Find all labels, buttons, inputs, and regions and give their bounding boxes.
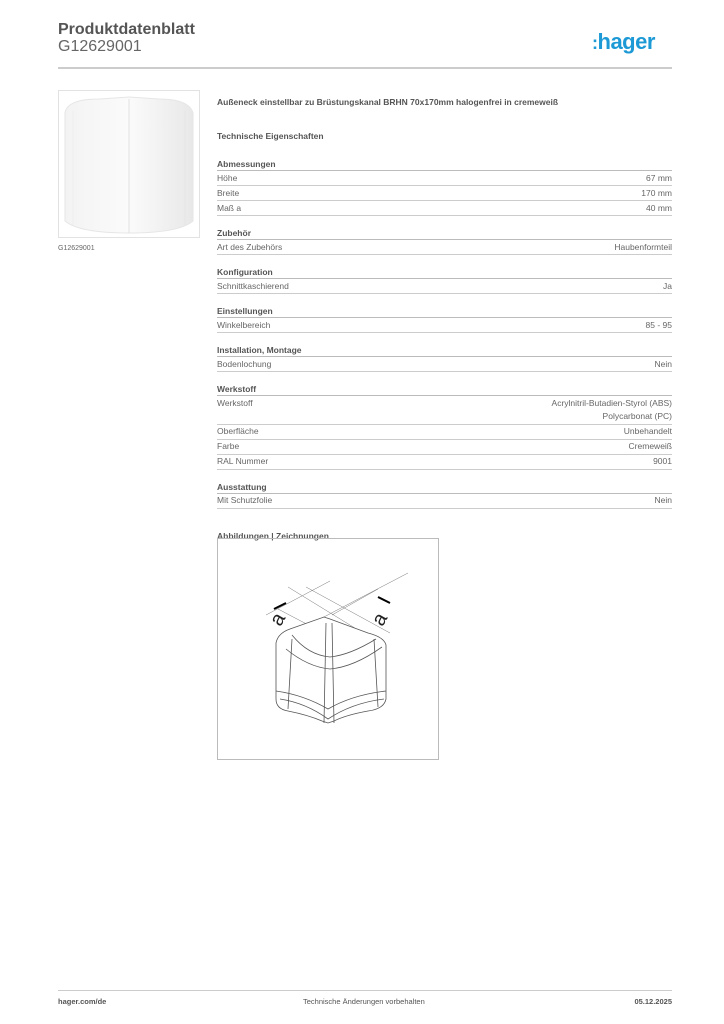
header-divider bbox=[58, 67, 672, 69]
spec-value-line: Nein bbox=[654, 495, 672, 505]
product-image bbox=[58, 90, 200, 238]
spec-value bbox=[624, 425, 672, 439]
section-title: Installation, Montage bbox=[217, 343, 672, 357]
footer-site-link[interactable]: hager.com/de bbox=[58, 997, 107, 1006]
spec-section bbox=[217, 157, 672, 216]
section-title: Ausstattung bbox=[217, 480, 672, 494]
spec-value bbox=[646, 202, 672, 216]
product-description: Außeneck einstellbar zu Brüstungskanal BRHN 70x170mm halogenfrei in cremeweiß bbox=[217, 97, 559, 107]
section-title: Werkstoff bbox=[217, 382, 672, 396]
spec-value-line: Haubenformteil bbox=[614, 241, 672, 252]
footer-divider bbox=[58, 990, 672, 991]
product-image-caption: G12629001 bbox=[58, 245, 95, 252]
spec-value bbox=[614, 241, 672, 255]
spec-label: Mit Schutzfolie bbox=[217, 495, 273, 505]
spec-label: Oberfläche bbox=[217, 426, 259, 436]
section-title: Abmessungen bbox=[217, 157, 672, 171]
spec-value bbox=[646, 319, 672, 333]
spec-section bbox=[217, 216, 672, 255]
footer-note: Technische Änderungen vorbehalten bbox=[303, 997, 425, 1006]
spec-value bbox=[655, 358, 672, 372]
spec-value-line: 40 mm bbox=[646, 202, 672, 213]
spec-row bbox=[217, 171, 672, 186]
spec-row bbox=[217, 186, 672, 201]
spec-section bbox=[217, 255, 672, 294]
spec-row bbox=[217, 494, 672, 509]
dimension-drawing bbox=[217, 538, 439, 760]
svg-text:a: a bbox=[265, 609, 291, 630]
footer-date: 05.12.2025 bbox=[634, 997, 672, 1006]
spec-row bbox=[217, 425, 672, 440]
spec-label: Schnittkaschierend bbox=[217, 280, 289, 291]
spec-row bbox=[217, 201, 672, 216]
spec-value bbox=[646, 172, 672, 186]
spec-value bbox=[641, 187, 672, 201]
page-title: Produktdatenblatt bbox=[58, 21, 195, 38]
spec-sheet bbox=[217, 97, 672, 541]
spec-label: Maß a bbox=[217, 202, 242, 213]
spec-label: Farbe bbox=[217, 441, 240, 451]
spec-value bbox=[663, 280, 672, 294]
spec-section bbox=[217, 333, 672, 372]
spec-value-line: 9001 bbox=[653, 456, 672, 466]
spec-value-line: 67 mm bbox=[646, 172, 672, 183]
spec-label: Winkelbereich bbox=[217, 319, 271, 330]
spec-value bbox=[655, 494, 672, 508]
spec-value-line: Nein bbox=[654, 358, 672, 369]
spec-row bbox=[217, 440, 672, 455]
spec-section bbox=[217, 372, 672, 470]
section-title: Zubehör bbox=[217, 226, 672, 240]
spec-value-line: Acrylnitril-Butadien-Styrol (ABS) bbox=[551, 397, 672, 408]
spec-label: Werkstoff bbox=[217, 397, 253, 408]
spec-label: Höhe bbox=[217, 172, 238, 183]
spec-label: Bodenlochung bbox=[217, 358, 272, 369]
section-title: Konfiguration bbox=[217, 265, 672, 279]
section-title: Einstellungen bbox=[217, 304, 672, 318]
spec-value-line: Unbehandelt bbox=[623, 426, 672, 436]
spec-value bbox=[653, 455, 672, 469]
spec-value bbox=[552, 397, 672, 424]
spec-row bbox=[217, 318, 672, 333]
spec-row bbox=[217, 455, 672, 470]
spec-row bbox=[217, 396, 672, 425]
spec-value-line: Polycarbonat (PC) bbox=[602, 411, 672, 421]
spec-row bbox=[217, 279, 672, 294]
spec-label: RAL Nummer bbox=[217, 456, 269, 466]
hager-logo: :hager bbox=[592, 29, 655, 54]
spec-value-line: Cremeweiß bbox=[628, 441, 672, 451]
product-code: G12629001 bbox=[58, 38, 142, 55]
spec-section bbox=[217, 470, 672, 509]
spec-value-line: Ja bbox=[663, 280, 672, 291]
spec-label: Breite bbox=[217, 187, 240, 198]
svg-text:a: a bbox=[367, 609, 393, 630]
spec-section bbox=[217, 294, 672, 333]
spec-value bbox=[629, 440, 672, 454]
spec-value-line: 85 - 95 bbox=[645, 319, 672, 330]
technical-heading: Technische Eigenschaften bbox=[217, 131, 324, 141]
spec-label: Art des Zubehörs bbox=[217, 241, 283, 252]
spec-row bbox=[217, 357, 672, 372]
figures-heading: Abbildungen | Zeichnungen bbox=[217, 530, 329, 541]
spec-row bbox=[217, 240, 672, 255]
spec-value-line: 170 mm bbox=[641, 187, 672, 198]
